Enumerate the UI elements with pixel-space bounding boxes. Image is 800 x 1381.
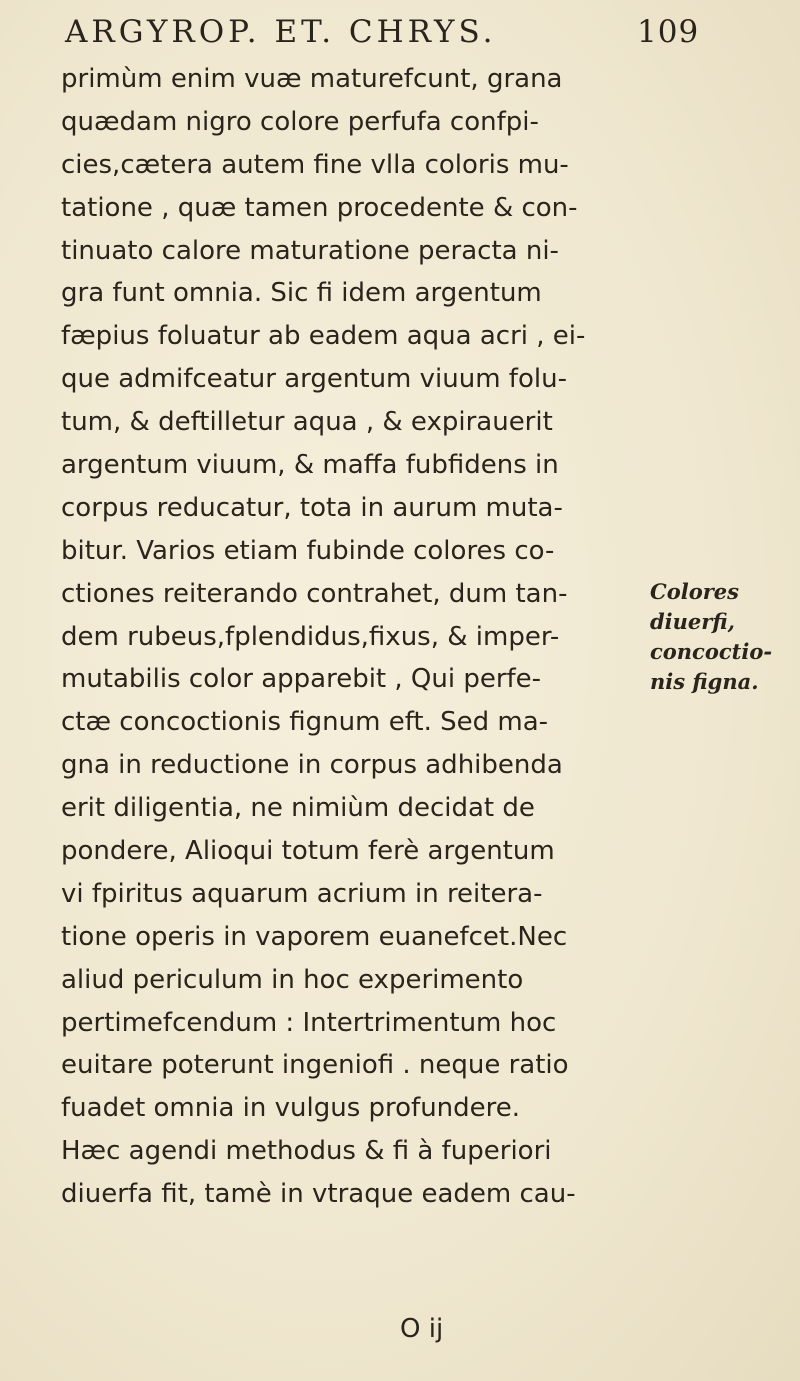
text-line: gna in reductione in corpus adhibenda bbox=[61, 750, 563, 781]
text-line: Hæc agendi methodus & fi à fuperiori bbox=[61, 1136, 552, 1167]
text-line: ctæ concoctionis fignum eft. Sed ma- bbox=[61, 707, 549, 738]
page-number: 109 bbox=[637, 14, 700, 50]
text-line: aliud periculum in hoc experimento bbox=[61, 964, 524, 995]
margin-note-line: Colores bbox=[650, 579, 739, 604]
text-line: diuerfa fit, tamè in vtraque eadem cau- bbox=[61, 1179, 576, 1210]
text-line: fæpius foluatur ab eadem aqua acri , ei- bbox=[61, 321, 586, 352]
text-line: dem rubeus,fplendidus,fixus, & imper- bbox=[61, 621, 560, 652]
margin-note bbox=[650, 577, 790, 697]
body-text bbox=[61, 58, 641, 1216]
text-line: corpus reducatur, tota in aurum muta- bbox=[61, 492, 563, 523]
text-line: primùm enim vuæ maturefcunt, grana bbox=[61, 64, 563, 94]
text-line: erit diligentia, ne nimiùm decidat de bbox=[61, 793, 535, 824]
text-line: tum, & deftilletur aqua , & expirauerit bbox=[61, 407, 553, 438]
text-line: bitur. Varios etiam fubinde colores co- bbox=[61, 535, 555, 566]
margin-note-line: concoctio- bbox=[650, 639, 773, 664]
text-line: cies,cætera autem fine vlla coloris mu- bbox=[61, 149, 569, 180]
text-line: mutabilis color apparebit , Qui perfe- bbox=[61, 664, 542, 695]
running-header bbox=[65, 14, 725, 54]
running-title: ARGYROP. ET. CHRYS. bbox=[65, 14, 497, 50]
text-line: tatione , quæ tamen procedente & con- bbox=[61, 192, 578, 223]
text-line: gra funt omnia. Sic fi idem argentum bbox=[61, 278, 542, 309]
text-line: pondere, Alioqui totum ferè argentum bbox=[61, 836, 555, 867]
text-line: tinuato calore maturatione peracta ni- bbox=[61, 235, 559, 266]
signature-mark: O ij bbox=[400, 1314, 444, 1344]
margin-note-line: nis figna. bbox=[650, 669, 759, 694]
text-line: argentum viuum, & maffa fubfidens in bbox=[61, 450, 559, 481]
margin-note-line: diuerfi, bbox=[650, 609, 735, 634]
text-line: quædam nigro colore perfufa confpi- bbox=[61, 106, 539, 137]
text-line: tione operis in vaporem euanefcet.Nec bbox=[61, 921, 568, 952]
text-line: fuadet omnia in vulgus profundere. bbox=[61, 1093, 521, 1124]
text-line: pertimefcendum : Intertrimentum hoc bbox=[61, 1007, 557, 1038]
text-line: euitare poterunt ingeniofi . neque ratio bbox=[61, 1050, 569, 1081]
text-line: vi fpiritus aquarum acrium in reitera- bbox=[61, 878, 543, 909]
text-line: ctiones reiterando contrahet, dum tan- bbox=[61, 578, 568, 609]
text-line: que admifceatur argentum viuum folu- bbox=[61, 364, 567, 395]
